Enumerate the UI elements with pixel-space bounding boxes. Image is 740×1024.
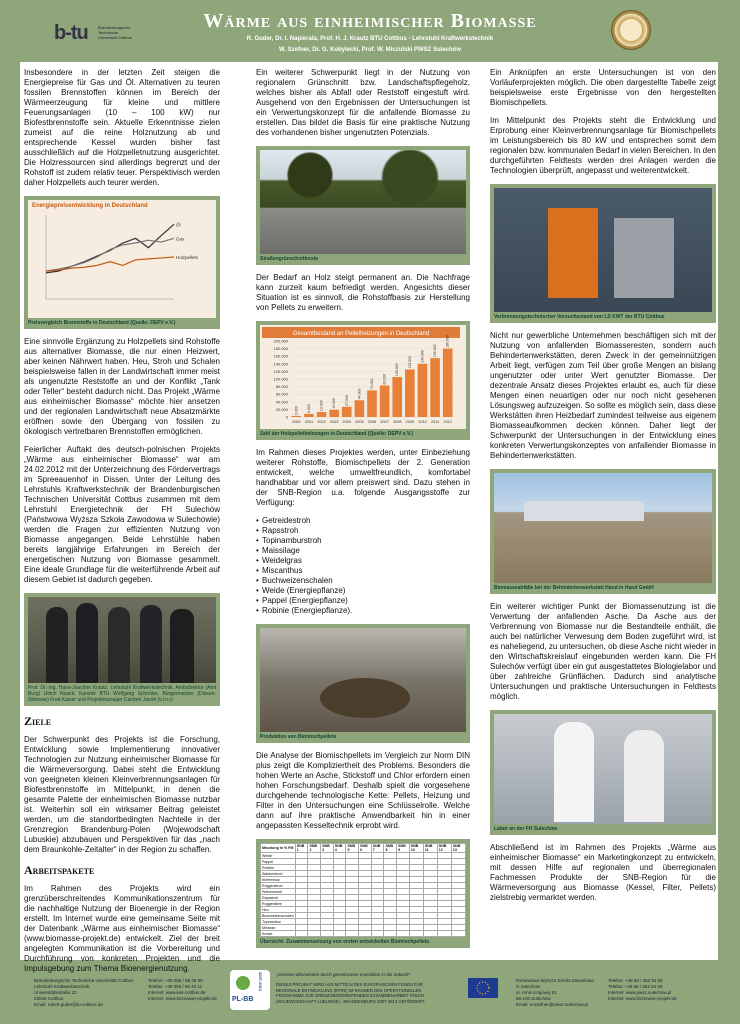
raw-material-item: • Pappel (Energiepflanze) [256, 596, 470, 606]
bar-value-label: 19.000 [332, 398, 337, 409]
test-stand-photo [494, 188, 712, 312]
header [0, 0, 740, 62]
figure-caption: Produktion von Biomischpellets [260, 734, 337, 740]
table-cell [384, 931, 397, 937]
pl-bb-logo [230, 970, 270, 1010]
footer-motto: „Grenzen überwinden durch gemeinsame Investition in die Zukunft“ [276, 972, 411, 977]
table-header-cell: SNB 3 [321, 844, 334, 853]
column-3 [490, 68, 716, 911]
series-label: Holzpellets [176, 255, 199, 260]
paragraph-wood-demand: Der Bedarf an Holz steigt permanent an. Die Nachfrage kann zurzeit kaum befriedigt werden. Angesichts dieser Situation ist es sinnvoll, die Rohstoffbasis zur Herstellung von Pellets zu erweitern. [256, 273, 470, 312]
figure-pellet-table [256, 839, 470, 948]
bar-value-label: 155.000 [433, 344, 438, 358]
figure-caption: Straßengrünschnittreste [260, 256, 319, 262]
figure-signing-photo [24, 593, 220, 706]
table-cell [308, 931, 321, 937]
x-tick-label: 2002 [317, 420, 326, 424]
bar-value-label: 8.000 [306, 404, 311, 413]
bar [355, 400, 365, 417]
table-header-cell: SNB 6 [359, 844, 372, 853]
figure-test-stand [490, 184, 716, 323]
bar [443, 349, 453, 417]
figure-caption: Biomasseabfälle bei der Behindertenwerkstatt Hand in Hand GmbH [494, 585, 654, 591]
raw-material-item: • Topinamburstroh [256, 536, 470, 546]
table-header-cell: SNB 8 [384, 844, 397, 853]
energy-price-chart [28, 200, 216, 318]
pwsz-seal-icon [611, 10, 651, 50]
figure-pellet-production [256, 624, 470, 743]
table-cell [371, 931, 384, 937]
y-tick-label: 140.000 [273, 361, 288, 367]
table-row-label: Kreide [261, 931, 296, 937]
table-row-label: Kiefernholz [261, 877, 296, 883]
raw-material-item: • Buchweizenschalen [256, 576, 470, 586]
table-header-cell: SNB 12 [437, 844, 451, 853]
table-row-label: Weide [261, 853, 296, 859]
bar-value-label: 83.000 [382, 373, 387, 385]
paragraph-kickoff: Feierlicher Auftakt des deutsch-polnischen Projekts „Wärme aus einheimischer Biomasse“ war am 24.02.2012 mit der Unterzeichnung des Fördervertrags im Spreeauenhof in Dissen. Unter der Leitung des Lehrstuhls Kraftwerkstechnik der Brandenburgischen Technischen Universität Cottbus zusammen mit dem Lehrstuhl Energietechnik der FH Sulechów (Państwowa Wyższa Szkoła Zawodowa w Sulechowie) werden die Fragen zur effizienten Nutzung von Biomasse angegangen. Beide Lehrstühle haben bereits langjährige Erfahrungen im Bereich der energetischen Nutzung von Biomasse gesammelt. Eine ideale Grundlage für die weiterführende Arbeit auf diesem Gebiet ist dadurch gegeben. [24, 445, 220, 584]
chart-title: Gesamtbestand an Pelletheizungen in Deutschland [292, 331, 430, 337]
table-cell [359, 931, 372, 937]
y-tick-label: 40.000 [275, 399, 288, 405]
pellet-composition-table [260, 843, 466, 937]
raw-material-item: • Weide (Energiepflanze) [256, 586, 470, 596]
bar [430, 358, 440, 417]
table-header-cell: SNB 1 [295, 844, 308, 853]
y-tick-label: 20.000 [275, 406, 288, 412]
table-row-label: Pappel [261, 859, 296, 865]
y-tick-label: 180.000 [273, 346, 288, 352]
energy-price-lines [32, 209, 210, 313]
x-tick-label: 2008 [393, 420, 402, 424]
bar [329, 410, 339, 417]
paragraph-work-packages: Im Rahmen des Projekts wird ein grenzüberschreitendes Kommunikationszentrum für die nachhaltige Nutzung der Bioenergie in der Region erstellt. Im Internet wurde eine gemeinsame Seite mit der Datenbank „Wärme aus einheimischer Biomasse“ (www.biomasse-projekt.de) entwickelt. Ziel der breit angelegten Kommunikation ist die Vorbereitung und Durchführung von konkreten Projekten und die Impulsgebung zum Thema Bioenergienutzung. [24, 884, 220, 973]
pl-bb-logo-years: 2007-2013 [258, 972, 263, 992]
paragraph-ash: Ein weiterer wichtiger Punkt der Biomassenutzung ist die Verwertung der anfallenden Asche. Da Asche aus der Verbrennung von Biomasse nur die Bestandteile enthält, die auch bei natürlicher Verwesung dem Boden zugeführt wird, ist es naheliegend, zu untersuchen, ob diese Asche nicht wieder in den Wirtschaftskreislauf eingebunden werden kann. Die FH Sulechów verfügt über ein gut ausgestattetes Biologielabor und über zahlreiche Grünflächen. Dadurch sind analytische Untersuchungen und praktische Untersuchungen in Feldtests möglich. [490, 602, 716, 701]
paragraph-combustion-plant: Im Mittelpunkt des Projekts steht die Entwicklung und Erprobung einer Kleinverbrennungsanlage für Biomischpellets im Leistungsbereich bis 80 kW und entsprechen somit dem regionalen bzw. kommunalen Bedarf in vielen Bereichen. In den durchgeführten Feldtests werden drei Anlagen werden die Technologien überprüft, angepasst und weiterentwickelt. [490, 116, 716, 175]
table-row [261, 931, 466, 937]
figure-caption: Zahl der Holzpelletheizungen in Deutschland (Quelle: DEPV e.V.) [260, 431, 413, 437]
series-line-Öl [46, 224, 174, 273]
table-row-label: Heu [261, 907, 296, 913]
authors-line-2: W. Szefner, Dr. G. Kobylecki, Prof. W. Miczulski PWSZ Sulechów [278, 47, 462, 53]
figure-lab [490, 710, 716, 835]
table-header-row [261, 844, 466, 853]
raw-material-item: • Maissilage [256, 546, 470, 556]
bar-value-label: 3.000 [294, 406, 299, 415]
table-cell [321, 931, 334, 937]
authors [160, 34, 580, 56]
table-header-cell: SNB 11 [423, 844, 437, 853]
bar-value-label: 27.000 [344, 395, 349, 406]
x-tick-label: 2012 [443, 420, 452, 424]
table-cell [451, 931, 465, 937]
y-tick-label: 60.000 [275, 391, 288, 397]
table-header-cell: SNB 9 [397, 844, 410, 853]
bar-value-label: 70.000 [370, 378, 374, 390]
authors-line-1: R. Guder, Dr. I. Napierala, Prof. H. J. Krautz BTU Cottbus - Lehrstuhl Kraftwerkstechnik [246, 36, 494, 42]
raw-material-item: • Robinie (Energiepflanze). [256, 606, 470, 616]
table-row-label: Buchweizenschalen [262, 913, 294, 918]
bar [367, 390, 377, 417]
bar-value-label: 180.000 [445, 334, 450, 348]
pellet-heating-bars [262, 327, 460, 427]
table-row-label: Weizenstroh [261, 889, 296, 895]
table-cell [333, 931, 346, 937]
y-tick-label: 160.000 [273, 353, 288, 359]
paragraph-alternative-biomass: Eine sinnvolle Ergänzung zu Holzpellets sind Rohstoffe aus alternativer Biomasse, die nur einen Heizwert, aber keinen Nährwert haben. Heu, Stroh und Schalen beispielsweise fallen in der Landwirtschaft immer meist als ungenutzte Reststoffe an und der Konflikt „Tank oder Teller“ besteht dadurch nicht. Das Projekt „Wärme aus einheimischer Biomasse“ möchte hier ansetzen und der regionalen Landwirtschaft neue Absatzmärkte eröffnen sowie den Übergang von fossilen zu ökologisch vertretbaren Brennstoffen ermöglichen. [24, 337, 220, 436]
x-tick-label: 2007 [380, 420, 389, 424]
bar [405, 370, 415, 418]
raw-material-list [256, 516, 470, 616]
table-header-cell: Mischung in % FM [261, 844, 296, 853]
footer-pwsz-contact: Telefon: +48 68 / 352 94 58 Telefax: +48 68 / 352 94 58 Internet: www.pwsz.sulechow.pl Internet: www.biomasse-projekt.de [608, 978, 678, 1001]
bar-value-label: 105.000 [395, 363, 400, 377]
table-cell [409, 931, 423, 937]
bar [392, 377, 402, 417]
y-tick-label: 120.000 [273, 368, 288, 374]
paragraph-workshops: Nicht nur gewerbliche Unternehmen beschäftigen sich mit der Nutzung von anfallenden Biomasseresten, sondern auch Behindertenwerkstätten, deren Zweck in der gemeinnützigen Arbeit liegt, verfügen zum Teil über große Mengen an bislang ungenutzter oder unter Wert genutzter Biomasse. Der dezentrale Ansatz dieses Projektes erlaubt es, auch für diese Mengen einen neuartigen oder nur noch nicht gesehenen Lösungsweg aufzuzeigen. So sollte es möglich sein, dass diese Werkstätten ihren Heizbedarf zumindest teilweise aus eigenem Biomasseaufkommen decken können. Daher liegt der Schwerpunkt der Untersuchungen in der Entwicklung eines konkreten Verwertungskonzeptes von anfallender Biomasse in Behindertenwerkstätten. [490, 331, 716, 460]
table-cell [423, 931, 437, 937]
bar [418, 364, 428, 417]
paragraph-marketing: Abschließend ist im Rahmen des Projekts „Wärme aus einheimischer Biomasse“ ein Marketingkonzept zu entwickeln, mit dessen Hilfe auf regionalen und überregionalen Fachmessen Produkte der SNB-Region für die Wärmeversorgung aus Biomasse (Kessel, Filter, Pellets) zielstrebig vermarktet werden. [490, 843, 716, 902]
table-row-label: Robinie [261, 865, 296, 871]
x-tick-label: 2004 [342, 420, 351, 424]
paragraph-previous-projects: Ein Anknüpfen an erste Untersuchungen ist von den Vorläuferprojekten möglich. Die oben dargestellte Tabelle zeigt beispielsweise erste Ergebnisse von den hergestellten Biomischpellets. [490, 68, 716, 107]
y-tick-label: 100.000 [273, 376, 288, 382]
column-2 [256, 68, 470, 956]
pellet-heating-chart [260, 325, 466, 429]
poster-title: Wärme aus einheimischer Biomasse [203, 10, 537, 32]
footer-pwsz-address: Państwowa Wyższa Szkoła Zawodowa in Sulechów ul. Armii Krajowej 51 66-100 Sulechów Email: w.szefner@pwsz.sulechow.pl [516, 978, 594, 1007]
x-tick-label: 2006 [367, 420, 377, 424]
bar [380, 385, 390, 417]
table-row-label: Rapsstroh [261, 895, 296, 901]
heading-ziele: Ziele [24, 714, 52, 728]
bar-value-label: 44.000 [357, 388, 362, 400]
bar [317, 412, 327, 417]
table-header-cell: SNB 7 [371, 844, 384, 853]
bar-value-label: 125.000 [407, 355, 412, 369]
table-row-label: Topinambur [261, 919, 296, 925]
chart-title: Energiepreisentwicklung in Deutschland [32, 203, 148, 209]
figure-energy-prices [24, 196, 220, 329]
paragraph-goals: Der Schwerpunkt des Projekts ist die Forschung, Entwicklung sowie Implementierung innovativer Technologien zur Nutzung einheimischer Biomasse für die Wärmeversorgung. Dabei steht die Entwicklung von geeigneten kleinen Kleinverbrennungsanlagen für Biofestbrennstoffe im Mittelpunkt, in denen die gesamte Palette der einheimischen Biomasse nutzbar ist. Weiterhin soll ein wirksamer Beitrag geleistet werden, um die standortbedingten Nachteile in der Grenzregion Brandenburg-Polen (Wojewodschaft Lubuskie) abzubauen und Perspektiven für das „nach dem Braunkohle-Zeitalter“ in der Region zu schaffen. [24, 735, 220, 854]
road-photo [260, 150, 466, 254]
table-header-cell: SNB 4 [333, 844, 346, 853]
series-label: Öl [176, 222, 181, 228]
footer [0, 962, 740, 1024]
figure-caption: Verbrennungstechnischer Versuchsstand von LS KWT der BTU Cottbus [494, 314, 665, 320]
series-line-Holzpellets [46, 257, 174, 271]
figure-biomass-waste [490, 469, 716, 594]
bar [342, 407, 352, 417]
paragraph-green-cuttings: Ein weiterer Schwerpunkt liegt in der Nutzung von regionalem Grünschnitt bzw. Landschaftspflegeholz, welches bisher als Abfall oder Reststoff eingestuft wird. Ausgehend von den Ergebnissen der Untersuchungen ist ein Verwertungskonzept für die anfallende Biomasse zu erstellen. Das bildet die Basis für eine praktische Nutzung des vorhandenen bisher ungenutzten Potenzials. [256, 68, 470, 137]
table-cell [295, 931, 308, 937]
x-tick-label: 2009 [405, 420, 415, 424]
bar [304, 414, 314, 417]
y-tick-label: 80.000 [275, 384, 288, 390]
bar-value-label: 140.000 [420, 350, 425, 363]
table-header-cell: SNB 10 [409, 844, 423, 853]
table-header-cell: SNB 2 [308, 844, 321, 853]
x-tick-label: 2000 [292, 420, 301, 424]
x-tick-label: 2010 [418, 420, 427, 424]
table-cell [346, 931, 359, 937]
table-cell [397, 931, 410, 937]
raw-material-item: • Getreidestroh [256, 516, 470, 526]
lab-photo [494, 714, 712, 824]
logo-university-name: Brandenburgische Technische Universität Cottbus [98, 25, 132, 40]
table-row-label: Roggenstroh [261, 883, 296, 889]
bar-value-label: 13.000 [319, 400, 324, 412]
pellet-production-photo [260, 628, 466, 732]
raw-material-item: • Rapsstroh [256, 526, 470, 536]
table-header-cell: SNB 13 [451, 844, 465, 853]
x-tick-label: 2001 [304, 420, 314, 424]
logo-text: b-tu [54, 22, 88, 44]
y-tick-label: 0 [285, 414, 288, 420]
intro-paragraph: Insbesondere in der letzten Zeit steigen die Energiepreise für Gas und Öl. Alternativen zu teuren fossilen Brennstoffen können im Bereich der Wärmeerzeugung für kleine und mittlere Feuerungsanlagen (10 – 100 kW) nur Biofestbrennstoffe sein. Aktuelle Erkenntnisse zielen zumeist auf die reine Holznutzung ab und entsprechende Kessel wurden bisher fast ausschließlich auf die Holzpelletnutzung ausgerichtet. Die Holzressourcen sind allerdings begrenzt und der Rohstoff ist zudem relativ teuer. Perspektivisch werden daher Holzpellets auch teurer werden. [24, 68, 220, 187]
raw-material-item: • Weidelgras [256, 556, 470, 566]
raw-material-item: • Miscanthus [256, 566, 470, 576]
table-cell [437, 931, 451, 937]
figure-caption: Preisvergleich Brennstoffe in Deutschland (Quelle: DEPV e.V.) [28, 320, 176, 326]
signing-photo [28, 597, 216, 683]
x-tick-label: 2011 [430, 420, 440, 424]
footer-btu-address: Brandenburgische Technische Universität Cottbus Lehrstuhl Kraftwerkstechnik Universitätsstraße 22 03046 Cottbus Email: robert.guder@tu-cottbus.de [34, 978, 134, 1007]
biomass-waste-photo [494, 473, 712, 583]
bar [292, 416, 302, 417]
y-tick-label: 200.000 [273, 338, 288, 344]
paragraph-raw-materials: Im Rahmen dieses Projektes werden, unter Einbeziehung weiterer Rohstoffe, Biomischpellets der 2. Generation entwickelt, welche umweltfreundlich, komfortabel handhabbar und vor allem preiswert sind. Dazu stehen in der SNB-Region u.a. folgende Ausgangsstoffe zur Verfügung: [256, 448, 470, 507]
table-header-cell: SNB 5 [346, 844, 359, 853]
poster-body [20, 62, 718, 973]
paragraph-analysis: Die Analyse der Biomischpellets im Vergleich zur Norm DIN plus zeigt die Kompliziertheit des Problems. Besonders die hohen Werte an Asche, Stickstoff und Chlor erfordern einen hohen Forschungsbedarf. Deshalb spielt die vorgesehene durchgehende technologische Kette: Pellets, Heizung und Filter in den Untersuchungen eine Schlüsselrolle. Welche dann auf ihre praktische Anwendbarkeit hin in einer angepassten Kesseltechnik erprobt wird. [256, 751, 470, 830]
eu-flag-icon [468, 978, 498, 998]
x-tick-label: 2005 [355, 420, 364, 424]
heading-arbeitspakete: Arbeitspakete [24, 863, 95, 877]
series-line-Gas [46, 238, 174, 271]
series-label: Gas [176, 236, 185, 242]
table-row-label: Waldrestholz [261, 871, 296, 877]
figure-caption: Prof. Dr.-Ing. Hans-Joachim Krautz, Lehrstuhl Kraftwerkstechnik, Amtsdirektor (Amt Burg) Ulrich Noack, Kanzler BTU Wolfgang Schröder, Bürgermeister (Dissen-Striesow) Fred Kaiser und Projektmanager Carsten Jacob (v.l.n.r) [28, 685, 216, 703]
x-tick-label: 2003 [329, 420, 339, 424]
table-row-label: Melasse [261, 925, 296, 931]
figure-pellet-heating [256, 321, 470, 440]
pl-bb-logo-text: PL-BB [232, 996, 254, 1003]
figure-caption: Labor an der FH Sulechów [494, 826, 558, 832]
footer-btu-contact: Telefon: +49 355 / 69 36 96 Telefax: +49 355 / 69 40 11 Internet: www.kwt-cottbus.de Internet: www.biomasse-projekt.de [148, 978, 218, 1001]
figure-road [256, 146, 470, 265]
table-row-label: Roggenkleie [261, 901, 296, 907]
footer-efre-text: DIESES PROJEKT WIRD AUS MITTELN DES EUROPÄISCHEN FONDS FÜR REGIONALE ENTWICKLUNG (EFRE) IM RAHMEN DES OPERATIONELLEN PROGRAMMS ZUR GRENZÜBERGREIFENDEN ZUSAMMENARBEIT POLEN (WOJEWODSCHAFT LUBUSKIE) - BRANDENBURG 2007-2013 GEFÖRDERT. [276, 982, 426, 1004]
figure-caption: Übersicht: Zusammensetzung von ersten entwickelten Biomischpellets [260, 939, 430, 945]
column-1 [24, 68, 220, 982]
